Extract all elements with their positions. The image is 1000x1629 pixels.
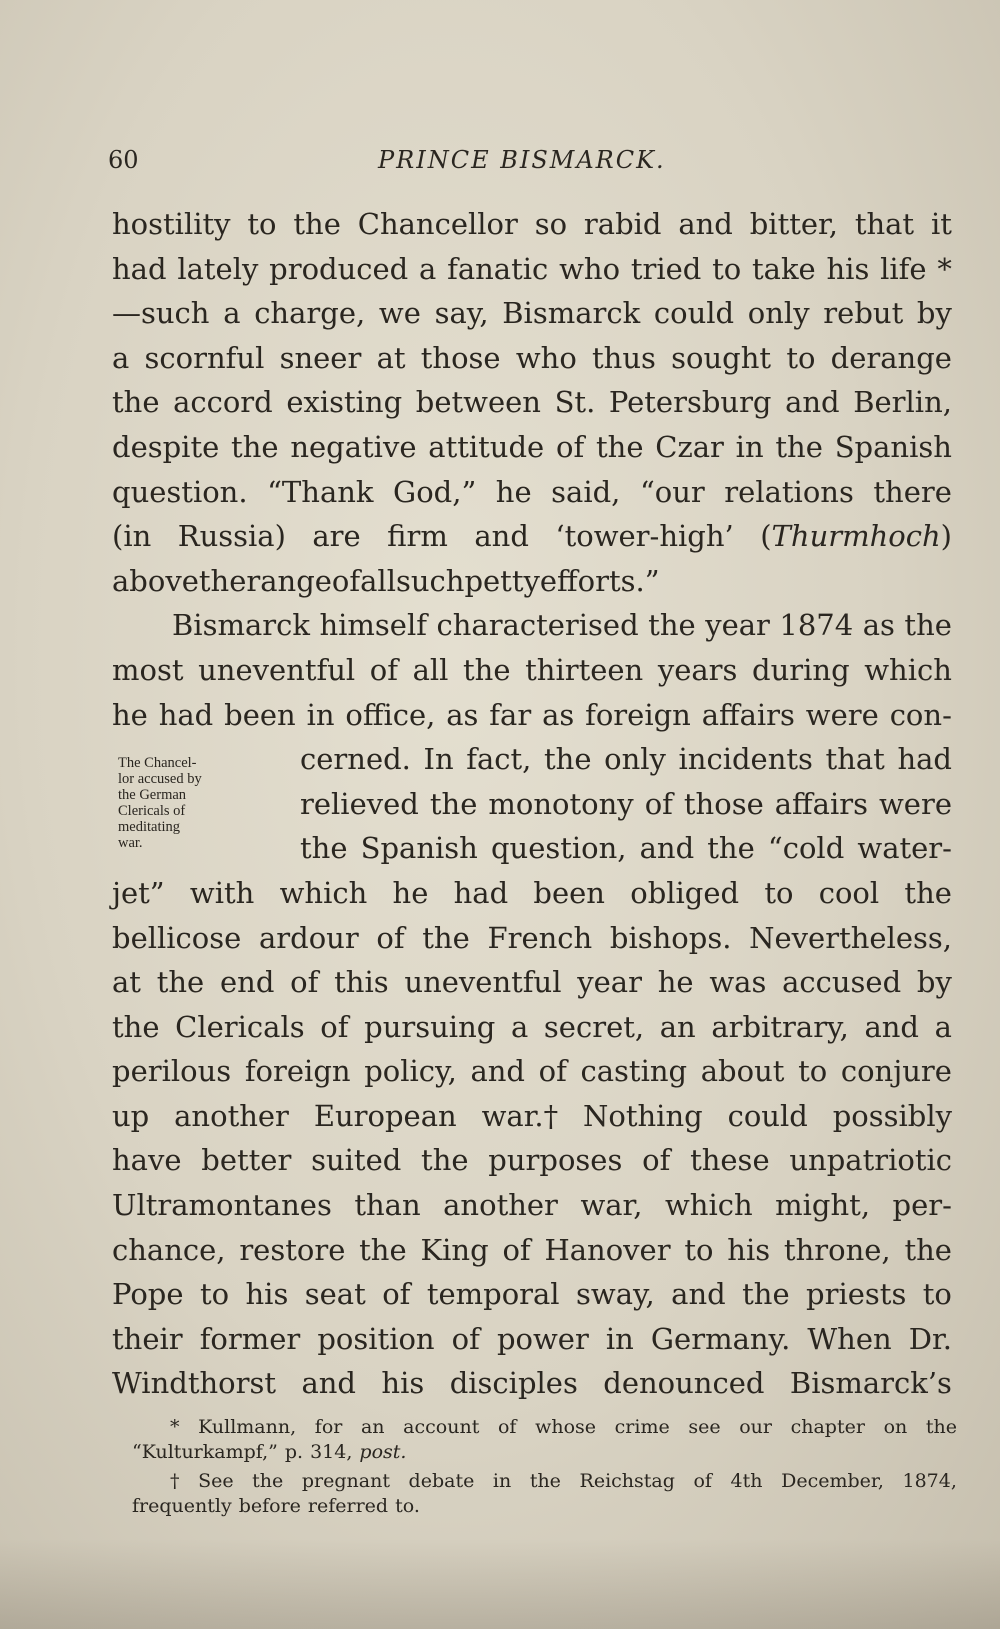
text-line: the accord existing between St. Petersburg and Berlin, — [112, 385, 952, 420]
text-line: he had been in office, as far as foreign affairs were con- — [112, 697, 952, 732]
text-line: Pope to his seat of temporal sway, and the priests to — [112, 1277, 952, 1312]
footnotes — [132, 1415, 957, 1523]
text-line: * Kullmann, for an account of whose crime see our chapter on the — [170, 1416, 957, 1438]
marginal-sidenote — [118, 755, 278, 851]
text-line: † See the pregnant debate in the Reichstag of 4th December, 1874, — [170, 1470, 957, 1492]
text-line: above the range of all such petty efforts.” — [112, 563, 660, 598]
sidenote-line: The Chancel- — [118, 755, 197, 771]
text-line: despite the negative attitude of the Czar in the Spanish — [112, 429, 952, 464]
text-line: the Spanish question, and the “cold water- — [300, 831, 952, 866]
text-line: bellicose ardour of the French bishops. Nevertheless, — [112, 920, 952, 955]
text-line: have better suited the purposes of these unpatriotic — [112, 1143, 952, 1178]
text-line: cerned. In fact, the only incidents that had — [300, 742, 952, 777]
sidenote-line: meditating — [118, 819, 181, 835]
text-line: Windthorst and his disciples denounced Bismarck’s — [112, 1366, 952, 1401]
text-line: (in Russia) are firm and ‘tower-high’ (Thurmhoch) — [112, 519, 952, 554]
text-line: hostility to the Chancellor so rabid and bitter, that it — [112, 207, 952, 241]
text-line: the Clericals of pursuing a secret, an arbitrary, and a — [112, 1009, 952, 1044]
text-line: up another European war.† Nothing could possibly — [112, 1098, 952, 1133]
text-line: “Kulturkampf,” p. 314, post. — [132, 1441, 407, 1463]
running-head: PRINCE BISMARCK. — [378, 146, 666, 174]
text-line: most uneventful of all the thirteen years during which — [112, 652, 952, 687]
text-line: Bismarck himself characterised the year 1874 as the — [172, 608, 952, 643]
text-line: jet” with which he had been obliged to cool the — [112, 875, 952, 910]
sidenote-line: Clericals of — [118, 803, 186, 819]
text-line: chance, restore the King of Hanover to his throne, the — [112, 1232, 952, 1267]
sidenote-line: the German — [118, 787, 187, 803]
sidenote-line: lor accused by — [118, 771, 202, 787]
page-number: 60 — [108, 146, 139, 174]
text-line: a scornful sneer at those who thus sought to derange — [112, 340, 952, 375]
text-line: frequently before referred to. — [132, 1495, 420, 1517]
text-line: at the end of this uneventful year he was accused by — [112, 965, 952, 1000]
text-line: their former position of power in Germany. When Dr. — [112, 1321, 952, 1356]
footnote — [132, 1469, 957, 1519]
text-line: —such a charge, we say, Bismarck could only rebut by — [112, 296, 952, 331]
text-line: had lately produced a fanatic who tried to take his life * — [112, 251, 952, 286]
sidenote-line: war. — [118, 835, 143, 851]
text-line: relieved the monotony of those affairs were — [300, 786, 952, 821]
text-line: question. “Thank God,” he said, “our relations there — [112, 474, 952, 509]
text-line: Ultramontanes than another war, which might, per- — [112, 1188, 952, 1223]
text-line: perilous foreign policy, and of casting about to conjure — [112, 1054, 952, 1089]
footnote — [132, 1415, 957, 1465]
page-header — [108, 140, 940, 180]
